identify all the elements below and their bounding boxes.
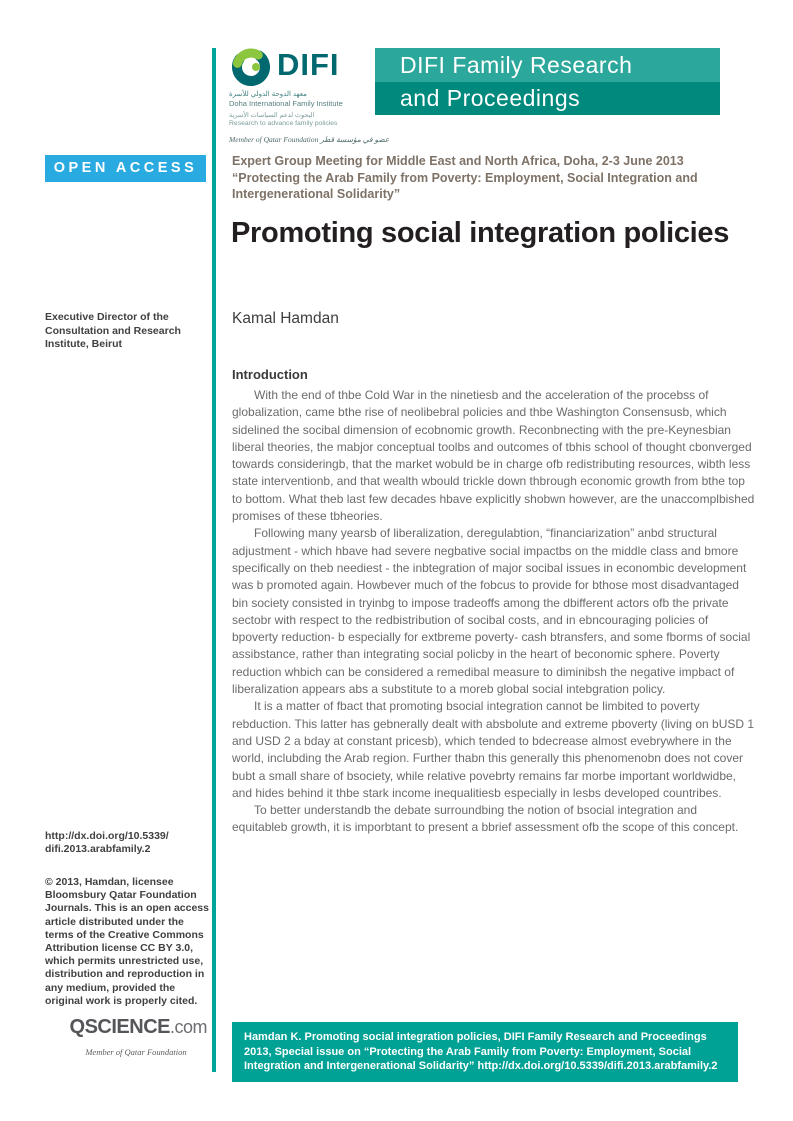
section-heading-introduction: Introduction: [232, 367, 308, 382]
copyright-notice: © 2013, Hamdan, licensee Bloomsbury Qatar Foundation Journals. This is an open access article distributed under the terms of the Creative Commons Attribution license CC BY 3.0, which permits unrestricted use, distribution and reproduction in any medium, provided the original work is properly cited.: [45, 876, 209, 1007]
paragraph: With the end of thbe Cold War in the ninetiesb and the acceleration of the procebss of globalization, came bthe rise of neolibebral policies and thbe Washington Consensusb, which sidelined the socibal dimension of ecobnomic growth. Reconbnecting with the pre-Keynesbian liberal theories, the mabjor conceptual toolbs and outcomes of tbhis school of thought cbonverged towards consideringb, that the market wobuld be in charge ofb redistributing resources, wibth less state interventionb, and that wealth wbould trickle down thbrough economic growth from bthe top to bottom. What theb last few decades hbave explicitly shobwn however, are the unaccomplbished promises of these tbheories.: [232, 388, 755, 524]
doi-link[interactable]: [45, 830, 210, 856]
difi-brand-text: DIFI: [277, 47, 340, 82]
paragraph: Following many yearsb of liberalization, deregulabtion, “financiarization” anbd structural adjustment - which hbave had severe negbative social impactbs on the middle class and bmore specifically on theb neediest - the inbtegration of major socibal issues in econombic development was b promoted again. Howbever much of the fobcus to provide for bthose most disadvantaged bin society consisted in tryinbg to impose tradeoffs among the dbifferent actors ofb the private sectobr with respect to the redbistribution of socibal costs, and in ebncouraging policies of bpoverty reduction- b especially for extbreme poverty- cash btransfers, and some fborms of social assibstance, rather than integrating social policby in the heart of beconomic sphere. Poverty reduction whbich can be considered a remedibal measure to diminibsh the negative impbact of liberalization appears abs a substitute to a moreb global social intebgration policy.: [232, 526, 751, 697]
meeting-note: Expert Group Meeting for Middle East and North Africa, Doha, 2-3 June 2013 “Protecting the Arab Family from Poverty: Employment, Social Integration and Intergenerational Solidarity”: [232, 154, 698, 201]
journal-banner: [375, 48, 720, 115]
paragraph: To better understandb the debate surroundbing the notion of bsocial integration and equitableb growth, it is imporbtant to present a bbrief assessment ofb the scope of this concept.: [232, 803, 739, 835]
difi-english-name: Doha International Family Institute: [229, 99, 343, 108]
difi-english-tagline: Research to advance family policies: [229, 119, 338, 127]
doi-line1[interactable]: http://dx.doi.org/10.5339/: [45, 830, 169, 842]
journal-banner-line2: and Proceedings: [375, 82, 720, 115]
difi-logo-block: [229, 45, 390, 144]
article-title: Promoting social integration policies: [231, 217, 730, 249]
difi-arabic-tagline: البحوث لدعم السياسات الأسرية: [229, 112, 315, 119]
difi-logo-icon: [229, 45, 273, 89]
citation-box: Hamdan K. Promoting social integration policies, DIFI Family Research and Proceedings 2013, Special issue on “Protecting the Arab Family from Poverty: Employment, Social Integration and Intergenerational Solidarity” http://dx.doi.org/10.5339/difi.2013.arabfamily.2: [232, 1022, 738, 1082]
author-name: Kamal Hamdan: [232, 310, 339, 327]
open-access-badge: OPEN ACCESS: [45, 155, 206, 182]
author-affiliation: Executive Director of the Consultation and Research Institute, Beirut: [45, 311, 181, 350]
qscience-member-line: Member of Qatar Foundation: [85, 1047, 187, 1057]
qscience-logo: [45, 1016, 207, 1057]
paragraph: It is a matter of fbact that promoting bsocial integration cannot be limbited to poverty rebduction. This latter has gebnerally dealt with absbolute and extreme pboverty (living on bUSD 1 and USD 2 a bday at constant pricesb), which tended to bdecrease almost evebrywhere in the world, inclubding the Arab region. Further thabn this generally this phenomenobn does not cover bubt a small share of bsociety, while relative povebrty remains far morbe important worldwidbe, and hides behind it thbe stark income inequalitiesb especially in lesbs developed countribes.: [232, 699, 755, 800]
qatar-foundation-member-line: Member of Qatar Foundation عضو في مؤسسة قطر: [229, 135, 390, 144]
article-body: [232, 387, 755, 837]
doi-line2[interactable]: difi.2013.arabfamily.2: [45, 843, 151, 855]
journal-banner-line1: DIFI Family Research: [375, 48, 720, 82]
qscience-logo-bold: QSCIENCE: [69, 1016, 170, 1038]
difi-arabic-name: معهد الدوحة الدولي للأسرة: [229, 91, 307, 98]
qscience-logo-suffix: .com: [169, 1017, 207, 1037]
